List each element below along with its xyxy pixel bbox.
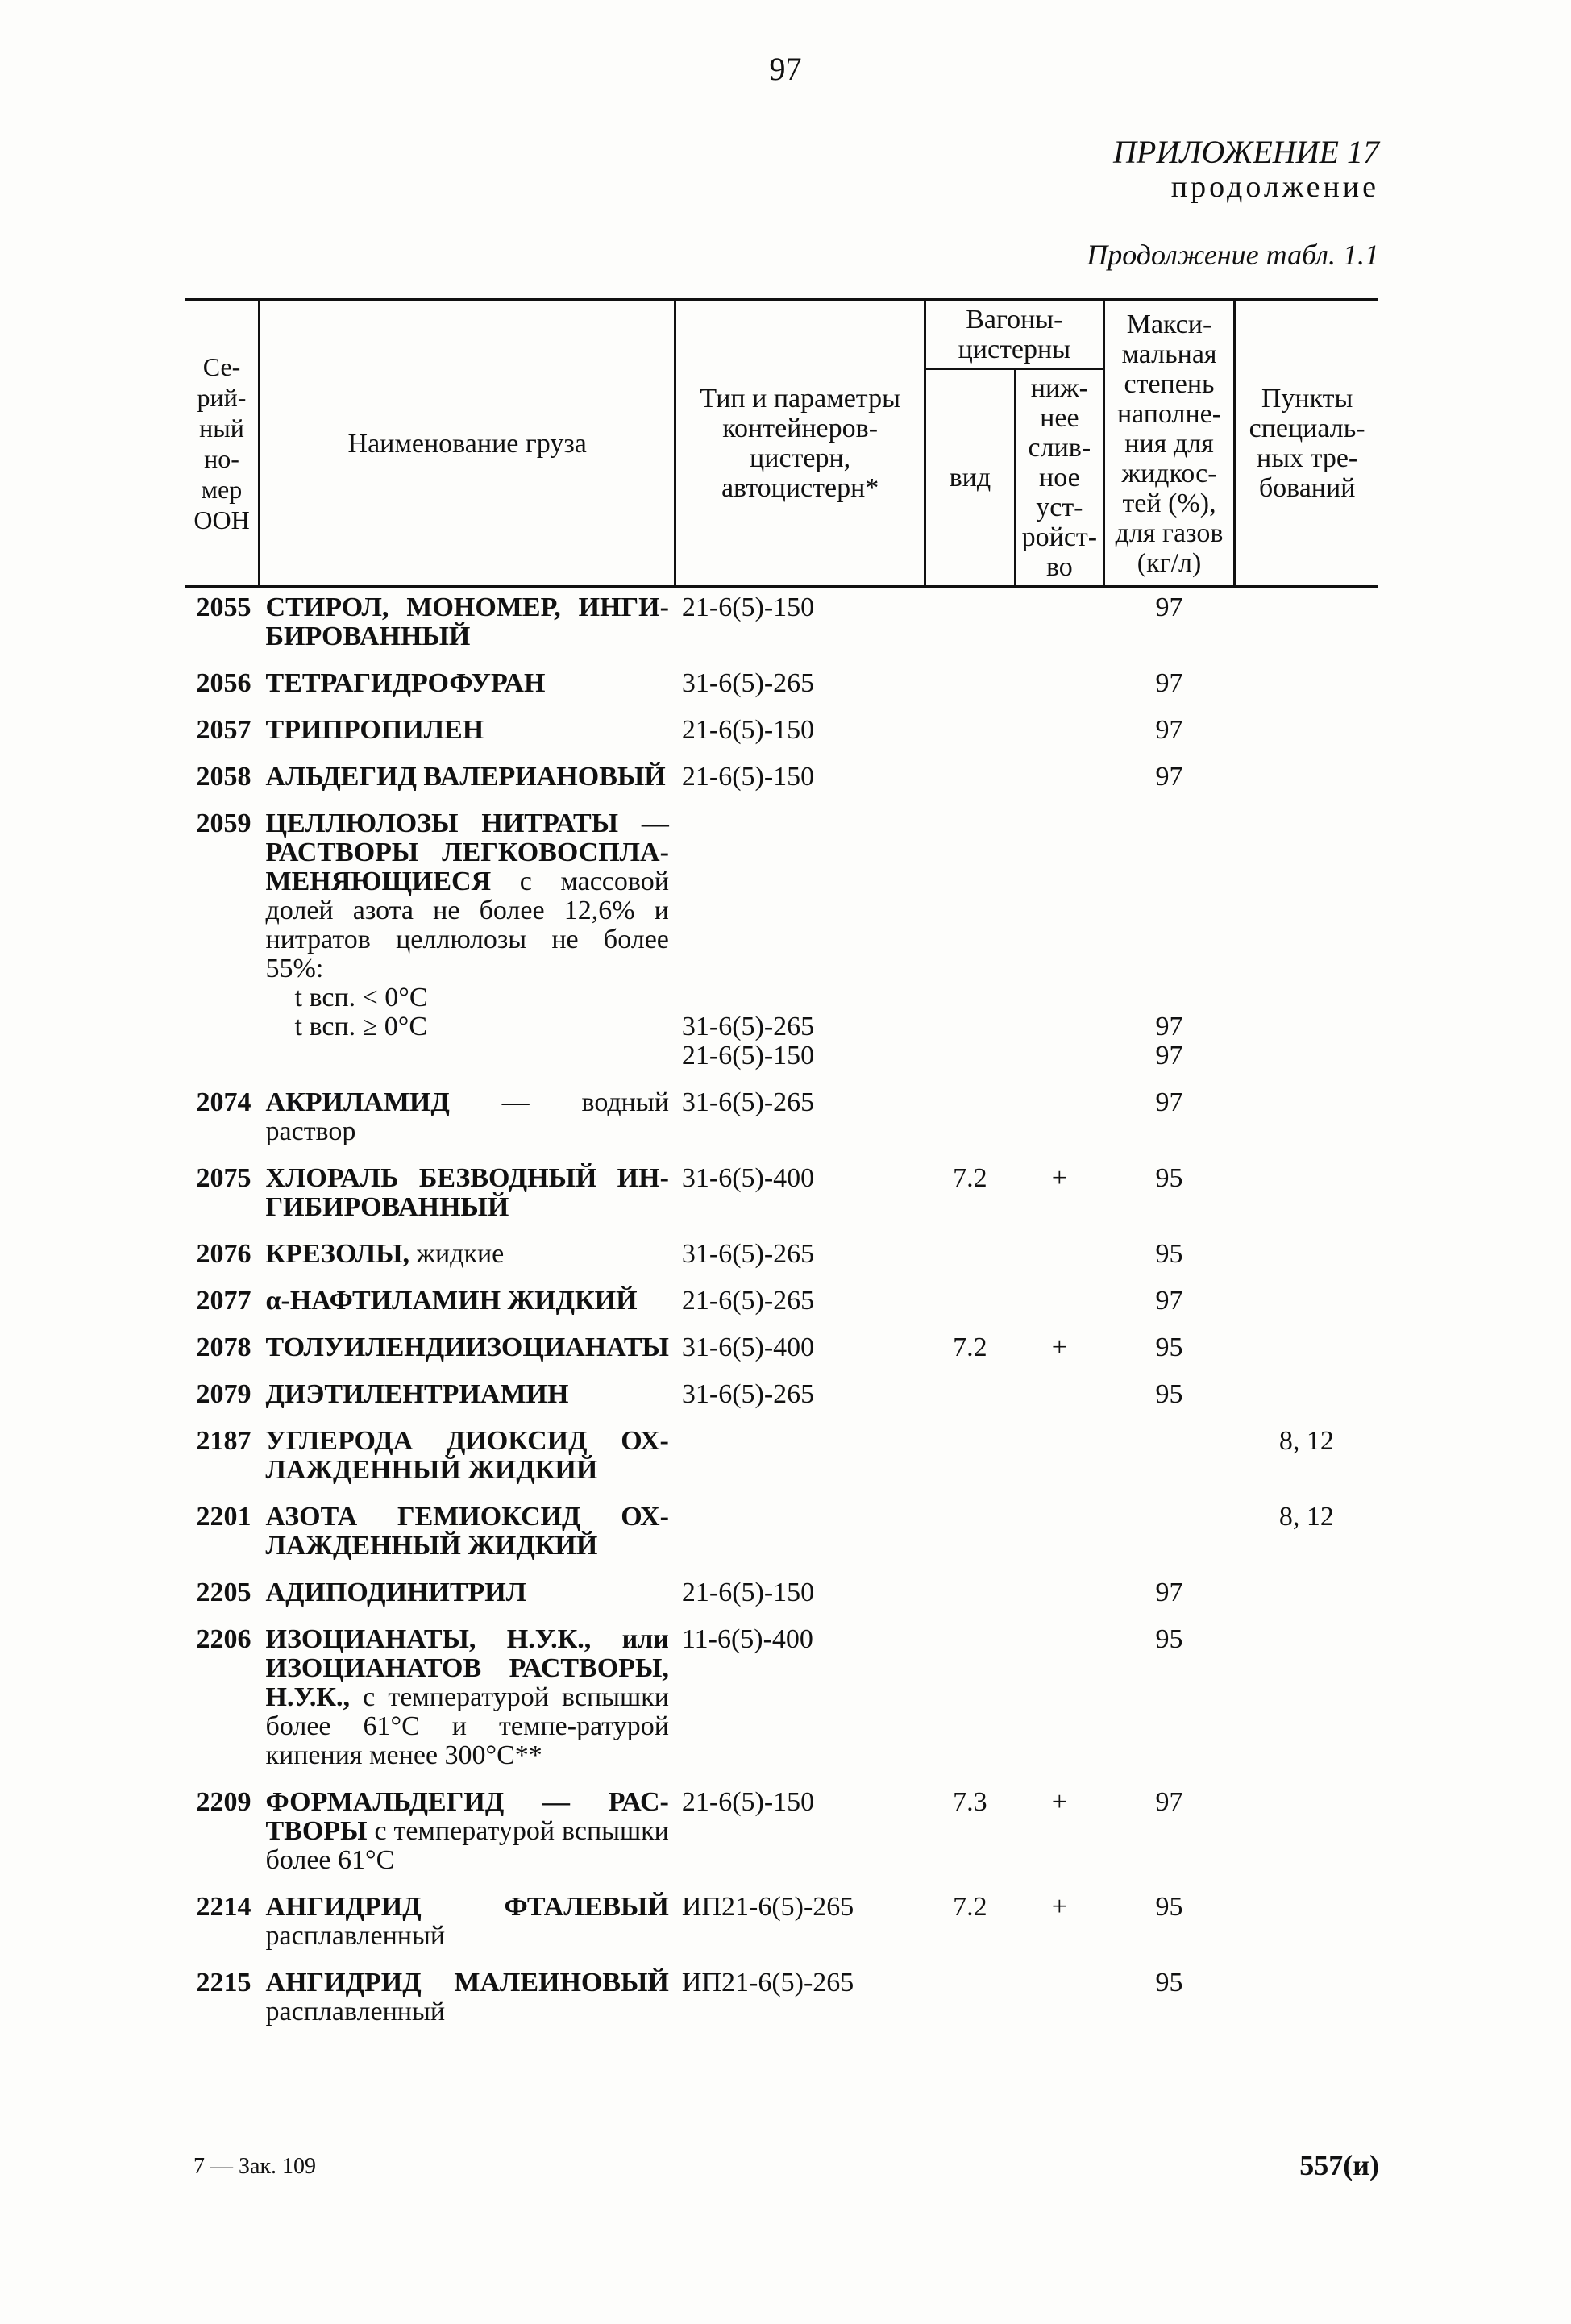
fill-value: 97 [1155,1012,1183,1041]
row-un-number: 2187 [196,1426,251,1456]
row-cargo-name [260,1158,675,1233]
table-row [185,663,1378,709]
row-max-fill: 95 [1155,1163,1183,1193]
table-row [185,1374,1378,1420]
row-bottom-drain [1015,587,1103,663]
footer-order: 7 — Зак. 109 [193,2154,317,2179]
row-tank-type [925,1962,1015,2038]
cargo-name-caps: АНГИДРИД МАЛЕИНОВЫЙ [265,1968,669,1998]
row-cargo-name [260,1496,675,1572]
table-row [185,1158,1378,1233]
row-special-points [1235,1082,1378,1158]
row-cargo-name [260,1572,675,1619]
table-row [185,1781,1378,1886]
cargo-name-caps: ТЕТРАГИДРОФУРАН [265,668,546,698]
row-max-fill: 95 [1155,1892,1183,1922]
row-cargo-name [260,756,675,803]
row-bottom-drain [1015,1420,1103,1496]
row-un-number: 2076 [196,1239,251,1269]
row-special-points [1235,709,1378,756]
row-un-number: 2215 [196,1968,251,1998]
row-tank-type [925,1082,1015,1158]
table-row [185,587,1378,663]
table-row [185,1886,1378,1962]
container-type-value: 21-6(5)-150 [681,1041,815,1071]
cargo-name-caps: СТИРОЛ, МОНОМЕР, ИНГИ-БИРОВАННЫЙ [265,592,669,651]
flash-point-condition: t всп. ≥ 0°C [294,1012,428,1041]
row-container-type [675,803,925,1082]
row-bottom-drain [1015,756,1103,803]
table-row [185,803,1378,1082]
row-un-number: 2059 [196,809,251,838]
row-special-points [1235,803,1378,1082]
row-bottom-drain [1015,709,1103,756]
row-un-number: 2056 [196,668,251,698]
row-container-type: ИП21-6(5)-265 [681,1892,854,1922]
row-un-number: 2079 [196,1379,251,1409]
cargo-name-details: жидкие [416,1239,505,1269]
table-row [185,1280,1378,1327]
cargo-name-caps: ФОРМАЛЬДЕГИД — РАС-ТВОРЫ [265,1787,669,1846]
header-type: вид [925,369,1015,588]
row-special-points [1235,1962,1378,2038]
row-container-type: 21-6(5)-150 [681,592,815,622]
appendix-continuation: продолжение [1170,170,1379,204]
row-cargo-name [260,1420,675,1496]
row-tank-type [925,1572,1015,1619]
row-special-points [1235,1374,1378,1420]
row-container-type: 21-6(5)-150 [681,1578,815,1607]
row-special-points [1235,1781,1378,1886]
row-tank-type [925,587,1015,663]
cargo-name-caps: α-НАФТИЛАМИН ЖИДКИЙ [265,1286,638,1316]
row-tank-type: 7.3 [953,1787,987,1817]
cargo-name-caps: ТРИПРОПИЛЕН [265,715,484,745]
row-tank-type [925,709,1015,756]
row-cargo-name [260,663,675,709]
row-bottom-drain [1015,1496,1103,1572]
row-tank-type [925,756,1015,803]
row-un-number: 2206 [196,1624,251,1654]
row-special-points [1235,663,1378,709]
row-max-fill: 97 [1155,592,1183,622]
row-cargo-name [260,1781,675,1886]
row-tank-type [925,1619,1015,1781]
cargo-name-details: расплавленный [265,1921,446,1951]
table-row [185,1082,1378,1158]
row-max-fill: 97 [1155,668,1183,698]
row-tank-type [925,1374,1015,1420]
row-tank-type: 7.2 [953,1332,987,1362]
header-un-number: Се-рий-ный но-мер ООН [185,300,260,587]
cargo-name-caps: АЗОТА ГЕМИОКСИД ОХ-ЛАЖДЕННЫЙ ЖИДКИЙ [265,1502,669,1561]
row-cargo-name [260,587,675,663]
cargo-name-caps: ИЗОЦИАНАТЫ, Н.У.К., или ИЗОЦИАНАТОВ РАСТВОРЫ, Н.У.К., [265,1624,669,1712]
row-bottom-drain [1015,1962,1103,2038]
header-max-fill: Макси-мальная степень наполне-ния для жидкос-тей (%), для газов (кг/л) [1103,300,1234,587]
row-un-number: 2057 [196,715,251,745]
page-number: 97 [769,51,802,87]
row-un-number: 2209 [196,1787,251,1817]
appendix-title: ПРИЛОЖЕНИЕ 17 [1113,134,1379,170]
row-special-points [1235,1158,1378,1233]
row-bottom-drain [1015,1374,1103,1420]
cargo-name-details: расплавленный [265,1997,446,2027]
row-container-type: 21-6(5)-150 [681,762,815,792]
row-un-number: 2078 [196,1332,251,1362]
table-row [185,1233,1378,1280]
row-container-type [675,1420,925,1496]
row-container-type: 31-6(5)-265 [681,668,815,698]
row-tank-type [925,1496,1015,1572]
table-row [185,709,1378,756]
row-bottom-drain [1015,1280,1103,1327]
row-container-type: 31-6(5)-265 [681,1379,815,1409]
row-un-number: 2074 [196,1087,251,1117]
header-cargo-name: Наименование груза [260,300,675,587]
cargo-name-caps: ЦЕЛЛЮЛОЗЫ НИТРАТЫ — РАСТВОРЫ ЛЕГКОВОСПЛА-МЕНЯЮЩИЕСЯ [265,809,669,896]
row-max-fill: 97 [1155,1787,1183,1817]
row-max-fill: 97 [1155,762,1183,792]
container-type-value: 31-6(5)-265 [681,1012,815,1041]
row-un-number: 2205 [196,1578,251,1607]
row-special-points: 8, 12 [1278,1426,1334,1456]
row-cargo-name [260,1233,675,1280]
cargo-name-caps: АКРИЛАМИД [265,1087,450,1117]
row-special-points [1235,1886,1378,1962]
table-row [185,1327,1378,1374]
row-un-number: 2201 [196,1502,251,1532]
row-special-points [1235,1572,1378,1619]
row-container-type: 21-6(5)-150 [681,1787,815,1817]
cargo-name-caps: КРЕЗОЛЫ, [265,1239,409,1269]
row-container-type: 21-6(5)-265 [681,1286,815,1316]
row-container-type: 11-6(5)-400 [681,1624,813,1654]
row-bottom-drain: + [1051,1892,1067,1922]
row-un-number: 2077 [196,1286,251,1316]
row-tank-type: 7.2 [953,1163,987,1193]
row-cargo-name [260,1327,675,1374]
row-container-type: 31-6(5)-265 [681,1239,815,1269]
row-max-fill [1103,1420,1234,1496]
table-row [185,1496,1378,1572]
row-tank-type [925,1233,1015,1280]
flash-point-condition: t всп. < 0°C [294,983,428,1012]
row-bottom-drain [1015,663,1103,709]
row-max-fill: 95 [1155,1968,1183,1998]
row-cargo-name [260,1280,675,1327]
row-special-points [1235,756,1378,803]
row-cargo-name [260,803,675,1082]
cargo-name-caps: АЛЬДЕГИД ВАЛЕРИАНОВЫЙ [265,762,666,792]
row-bottom-drain [1015,1572,1103,1619]
row-cargo-name [260,1962,675,2038]
row-bottom-drain [1015,1082,1103,1158]
table-continuation: Продолжение табл. 1.1 [1087,239,1379,271]
row-tank-type [925,663,1015,709]
fill-value: 97 [1155,1041,1183,1071]
row-special-points [1235,1619,1378,1781]
row-special-points [1235,1280,1378,1327]
table-row [185,756,1378,803]
row-max-fill: 95 [1155,1332,1183,1362]
cargo-name-caps: ХЛОРАЛЬ БЕЗВОДНЫЙ ИН-ГИБИРОВАННЫЙ [265,1163,669,1222]
row-bottom-drain [1015,1233,1103,1280]
row-cargo-name [260,1619,675,1781]
row-max-fill: 97 [1155,1286,1183,1316]
cargo-table [185,298,1378,2038]
table-row [185,1962,1378,2038]
row-bottom-drain [1015,803,1103,1082]
footer-code: 557(и) [1299,2149,1379,2181]
row-bottom-drain: + [1051,1332,1067,1362]
row-un-number: 2214 [196,1892,251,1922]
row-bottom-drain: + [1051,1787,1067,1817]
row-tank-type [925,1280,1015,1327]
row-container-type: 31-6(5)-400 [681,1163,815,1193]
cargo-name-caps: ДИЭТИЛЕНТРИАМИН [265,1379,569,1409]
header-tank-cars: Вагоны-цистерны [925,300,1103,369]
cargo-name-caps: АНГИДРИД ФТАЛЕВЫЙ [265,1892,669,1922]
row-max-fill: 97 [1155,1578,1183,1607]
row-container-type [675,1496,925,1572]
row-un-number: 2075 [196,1163,251,1193]
cargo-name-details: с массовой долей азота не более 12,6% и нитратов целлюлозы не более 55%: [265,867,669,983]
row-max-fill: 95 [1155,1379,1183,1409]
row-special-points [1235,1327,1378,1374]
row-cargo-name [260,709,675,756]
row-cargo-name [260,1082,675,1158]
cargo-name-caps: УГЛЕРОДА ДИОКСИД ОХ-ЛАЖДЕННЫЙ ЖИДКИЙ [265,1426,669,1485]
row-container-type: 31-6(5)-265 [681,1087,815,1117]
row-tank-type [925,1420,1015,1496]
row-container-type: 31-6(5)-400 [681,1332,815,1362]
table-row [185,1420,1378,1496]
row-cargo-name [260,1374,675,1420]
row-tank-type [925,803,1015,1082]
row-container-type: ИП21-6(5)-265 [681,1968,854,1998]
cargo-name-details: с температурой вспышки более 61°C [265,1816,669,1875]
row-special-points [1235,587,1378,663]
row-max-fill: 97 [1155,715,1183,745]
header-special-requirements: Пункты специаль-ных тре-бований [1235,300,1378,587]
cargo-name-details: — водный раствор [265,1087,669,1146]
row-container-type: 21-6(5)-150 [681,715,815,745]
row-special-points: 8, 12 [1278,1502,1334,1532]
table-row [185,1572,1378,1619]
header-bottom-drain: ниж-нее слив-ное уст-ройст-во [1015,369,1103,588]
row-special-points [1235,1233,1378,1280]
table-row [185,1619,1378,1781]
row-cargo-name [260,1886,675,1962]
row-max-fill: 95 [1155,1239,1183,1269]
row-tank-type: 7.2 [953,1892,987,1922]
row-max-fill: 95 [1155,1624,1183,1654]
row-bottom-drain: + [1051,1163,1067,1193]
cargo-name-details: с температурой вспышки более 61°C и темпе-ратурой кипения менее 300°C** [265,1682,669,1770]
row-bottom-drain [1015,1619,1103,1781]
row-max-fill [1103,803,1234,1082]
row-un-number: 2055 [196,592,251,622]
row-max-fill: 97 [1155,1087,1183,1117]
row-max-fill [1103,1496,1234,1572]
cargo-name-caps: АДИПОДИНИТРИЛ [265,1578,527,1607]
cargo-name-caps: ТОЛУИЛЕНДИИЗОЦИАНАТЫ [265,1332,669,1362]
header-container-type: Тип и параметры контейнеров-цистерн, автоцистерн* [675,300,925,587]
row-un-number: 2058 [196,762,251,792]
